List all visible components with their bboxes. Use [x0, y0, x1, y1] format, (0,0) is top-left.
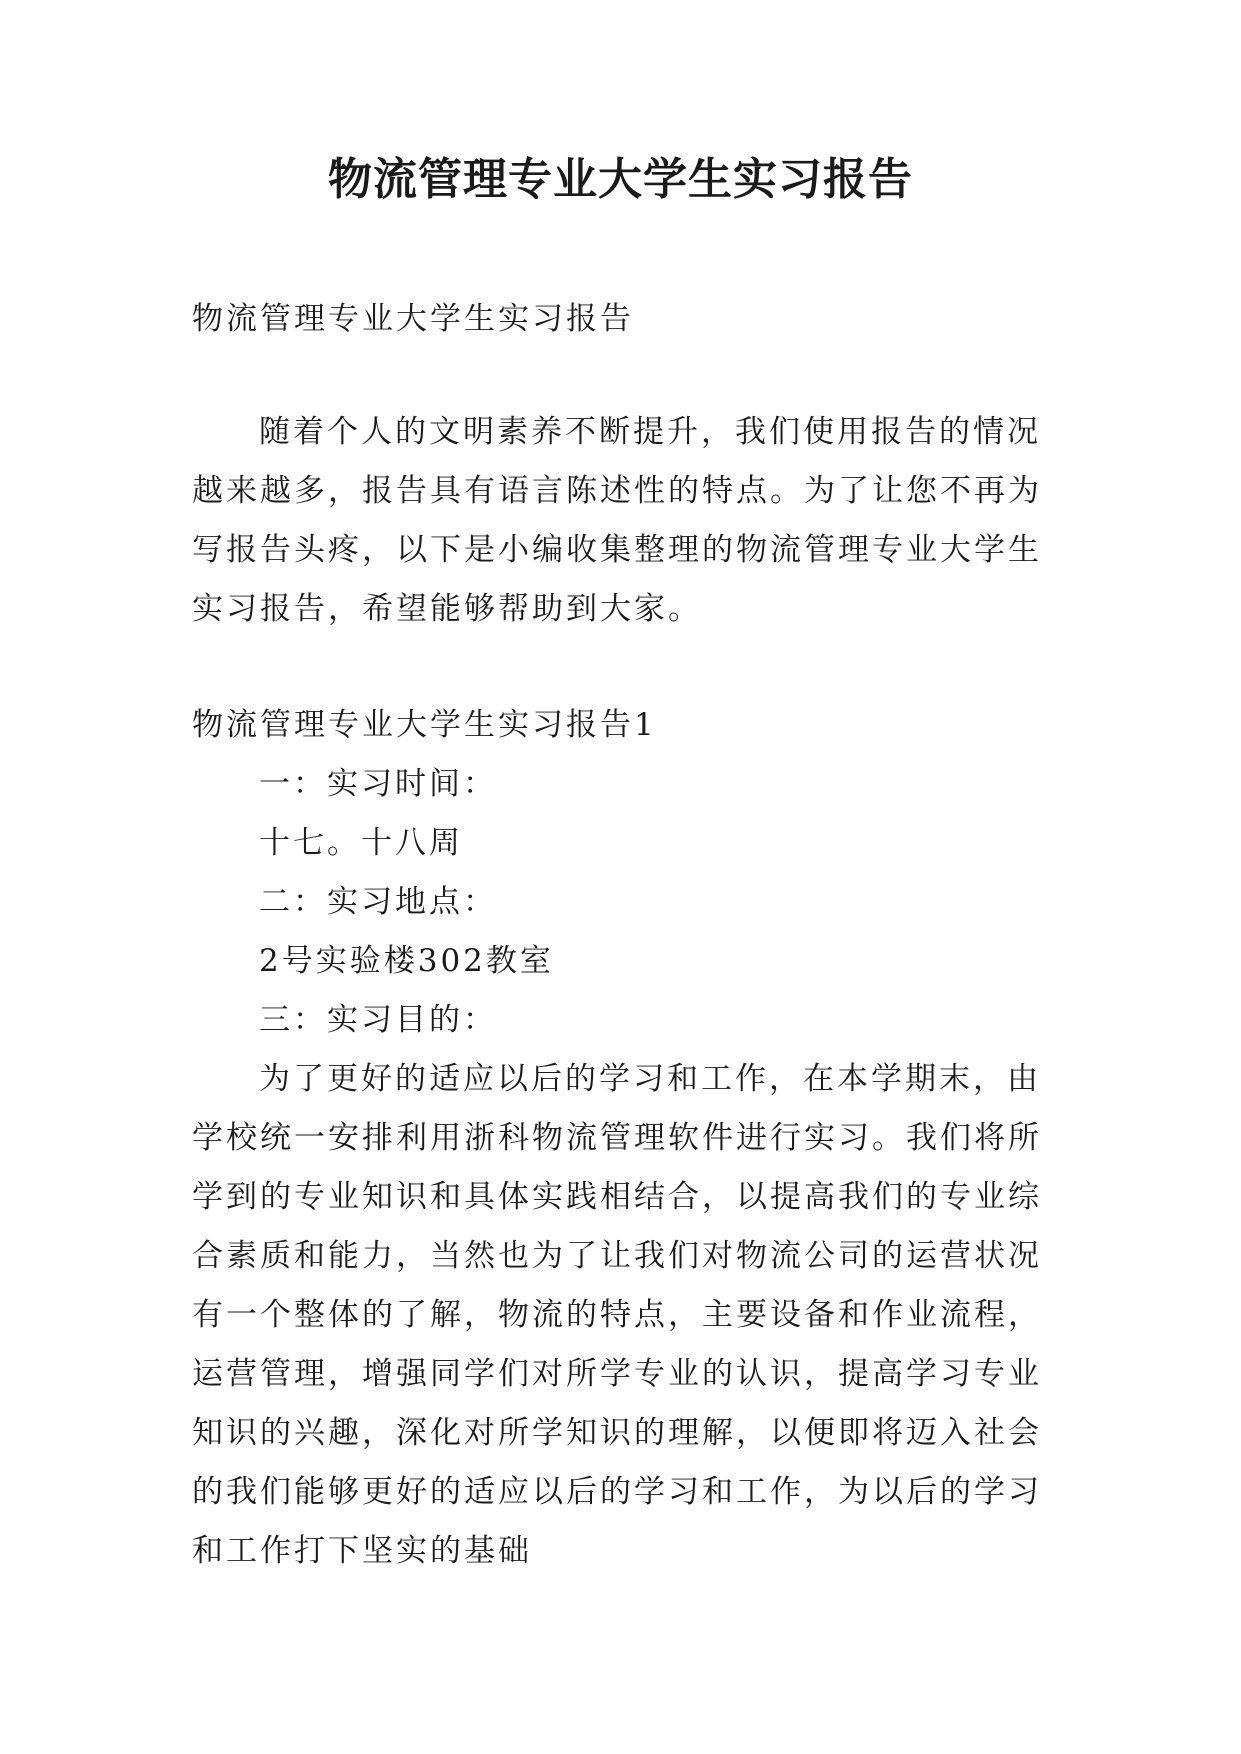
document-subtitle: 物流管理专业大学生实习报告: [192, 301, 634, 337]
time-value: 十七。十八周: [259, 825, 463, 861]
time-label: 一：实习时间：: [259, 766, 497, 802]
document-title: 物流管理专业大学生实习报告: [328, 154, 913, 205]
purpose-label: 三：实习目的：: [259, 1002, 497, 1038]
place-label: 二：实习地点：: [259, 884, 497, 920]
purpose-paragraph: 为了更好的适应以后的学习和工作，在本学期末，由学校统一安排利用浙科物流管理软件进行实习。我们将所学到的专业知识和具体实践相结合，以提高我们的专业综合素质和能力，当然也为了让我们对物流公司的运营状况有一个整体的了解，物流的特点，主要设备和作业流程，运营管理，增强同学们对所学专业的认识，提高学习专业知识的兴趣，深化对所学知识的理解，以便即将迈入社会的我们能够更好的适应以后的学习和工作，为以后的学习和工作打下坚实的基础: [192, 1061, 1042, 1569]
intro-paragraph: 随着个人的文明素养不断提升，我们使用报告的情况越来越多，报告具有语言陈述性的特点。为了让您不再为写报告头疼，以下是小编收集整理的物流管理专业大学生实习报告，希望能够帮助到大家。: [192, 414, 1042, 627]
section-title: 物流管理专业大学生实习报告1: [192, 707, 657, 743]
place-value: 2号实验楼302教室: [259, 943, 554, 979]
